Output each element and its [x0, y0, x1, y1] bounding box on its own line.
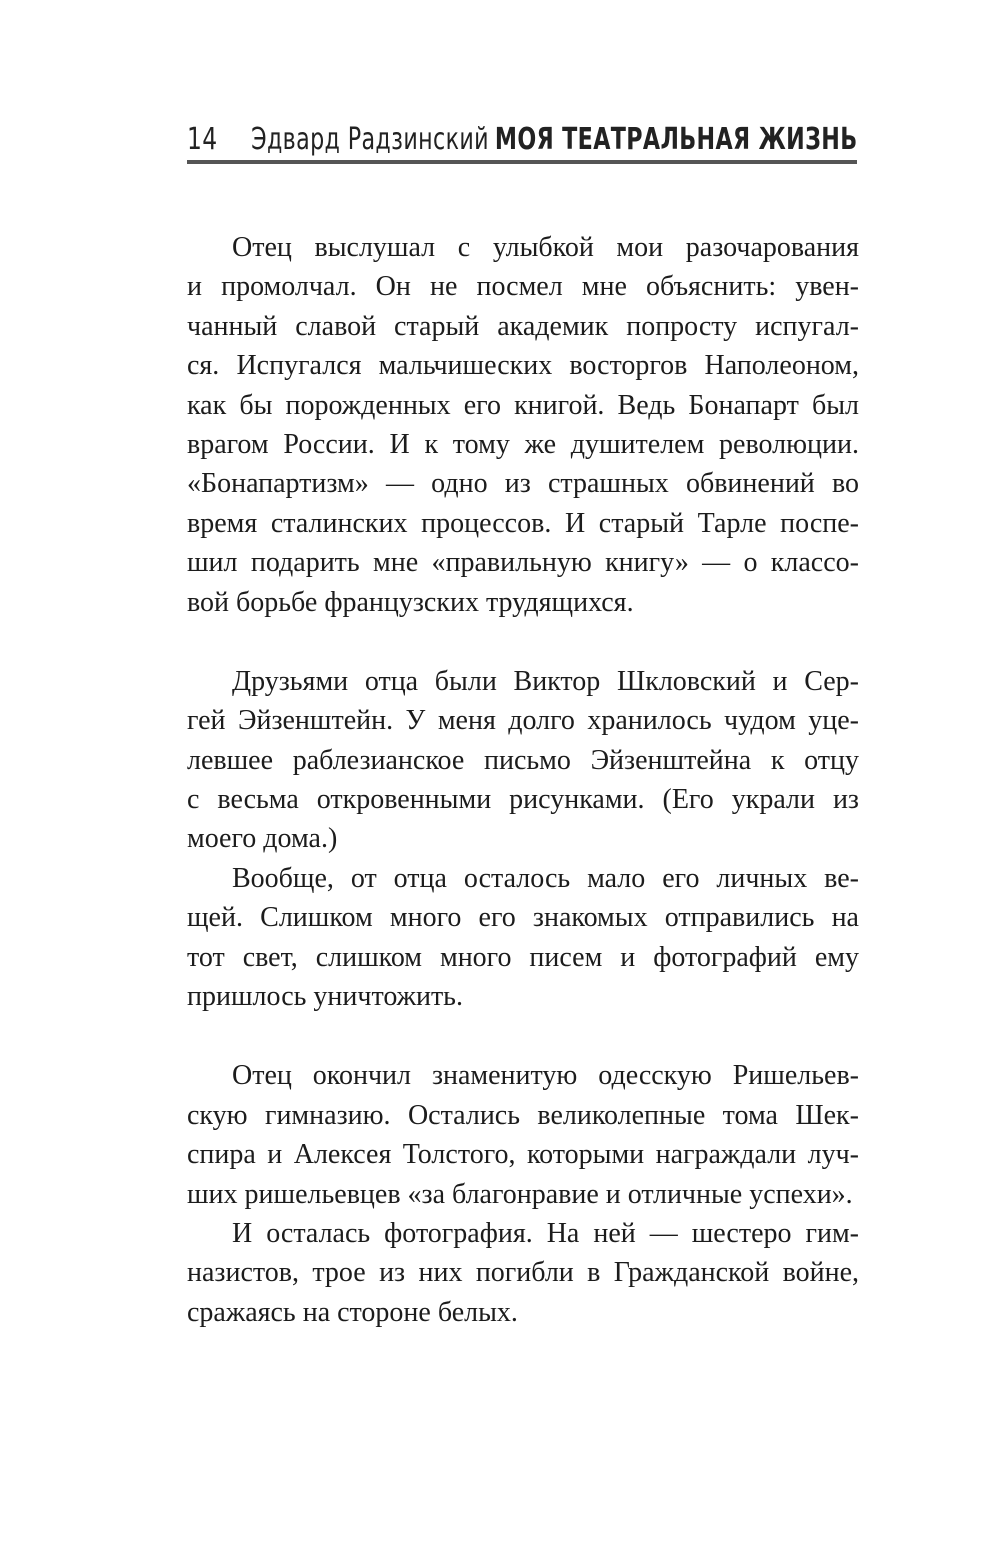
text-line: Вообще, от отца осталось мало его личных ве- — [232, 862, 859, 894]
text-line: время сталинских процессов. И старый Тарле поспе- — [187, 507, 859, 539]
text-section — [187, 228, 859, 622]
text-line: назистов, трое из них погибли в Гражданской войне, — [187, 1257, 859, 1289]
text-line: Отец окончил знаменитую одесскую Ришельев- — [232, 1060, 859, 1092]
text-line: Друзьями отца были Виктор Шкловский и Сер- — [232, 665, 859, 697]
text-line: и промолчал. Он не посмел мне объяснить: увен- — [187, 271, 859, 303]
text-line: ших ришельевцев «за благонравие и отличные успехи». — [187, 1178, 853, 1210]
text-line: как бы порожденных его книгой. Ведь Бонапарт был — [187, 389, 859, 421]
header-rule — [187, 160, 857, 164]
text-line: шил подарить мне «правильную книгу» — о классо- — [187, 547, 859, 579]
paragraph — [187, 662, 859, 859]
page-header — [187, 112, 857, 162]
section-gap — [187, 1016, 859, 1056]
text-line: с весьма откровенными рисунками. (Его украли из — [187, 784, 859, 816]
text-line: чанный славой старый академик попросту испугал- — [187, 310, 859, 342]
section-gap — [187, 622, 859, 662]
text-line: ся. Испугался мальчишеских восторгов Наполеоном, — [187, 350, 859, 382]
text-line: тот свет, слишком много писем и фотографий ему — [187, 941, 859, 973]
text-line: Отец выслушал с улыбкой мои разочарования — [232, 232, 859, 263]
body-text — [187, 228, 859, 1332]
text-line: сражаясь на стороне белых. — [187, 1296, 518, 1328]
running-head-author: Эдвард Радзинский — [250, 122, 489, 157]
running-head — [251, 120, 857, 160]
text-line: щей. Слишком много его знакомых отправились на — [187, 902, 859, 934]
page-number: 14 — [187, 122, 218, 157]
text-line: гей Эйзенштейн. У меня долго хранилось чудом уце- — [187, 705, 859, 737]
text-line: скую гимназию. Остались великолепные тома Шек- — [187, 1099, 859, 1131]
text-line: спира и Алексея Толстого, которыми награждали луч- — [187, 1139, 859, 1171]
paragraph — [187, 859, 859, 1017]
text-line: левшее раблезианское письмо Эйзенштейна к отцу — [187, 744, 859, 776]
text-section — [187, 1056, 859, 1332]
text-line: И осталась фотография. На ней — шестеро гим- — [232, 1217, 859, 1249]
running-head-title: МОЯ ТЕАТРАЛЬНАЯ ЖИЗНЬ — [494, 122, 857, 157]
paragraph — [187, 1214, 859, 1332]
text-line: «Бонапартизм» — одно из страшных обвинений во — [187, 468, 859, 500]
text-line: пришлось уничтожить. — [187, 981, 463, 1013]
paragraph — [187, 228, 859, 622]
text-section — [187, 662, 859, 1017]
text-line: вой борьбе французских трудящихся. — [187, 586, 634, 618]
paragraph — [187, 1056, 859, 1214]
text-line: моего дома.) — [187, 823, 338, 855]
text-line: врагом России. И к тому же душителем революции. — [187, 428, 859, 460]
